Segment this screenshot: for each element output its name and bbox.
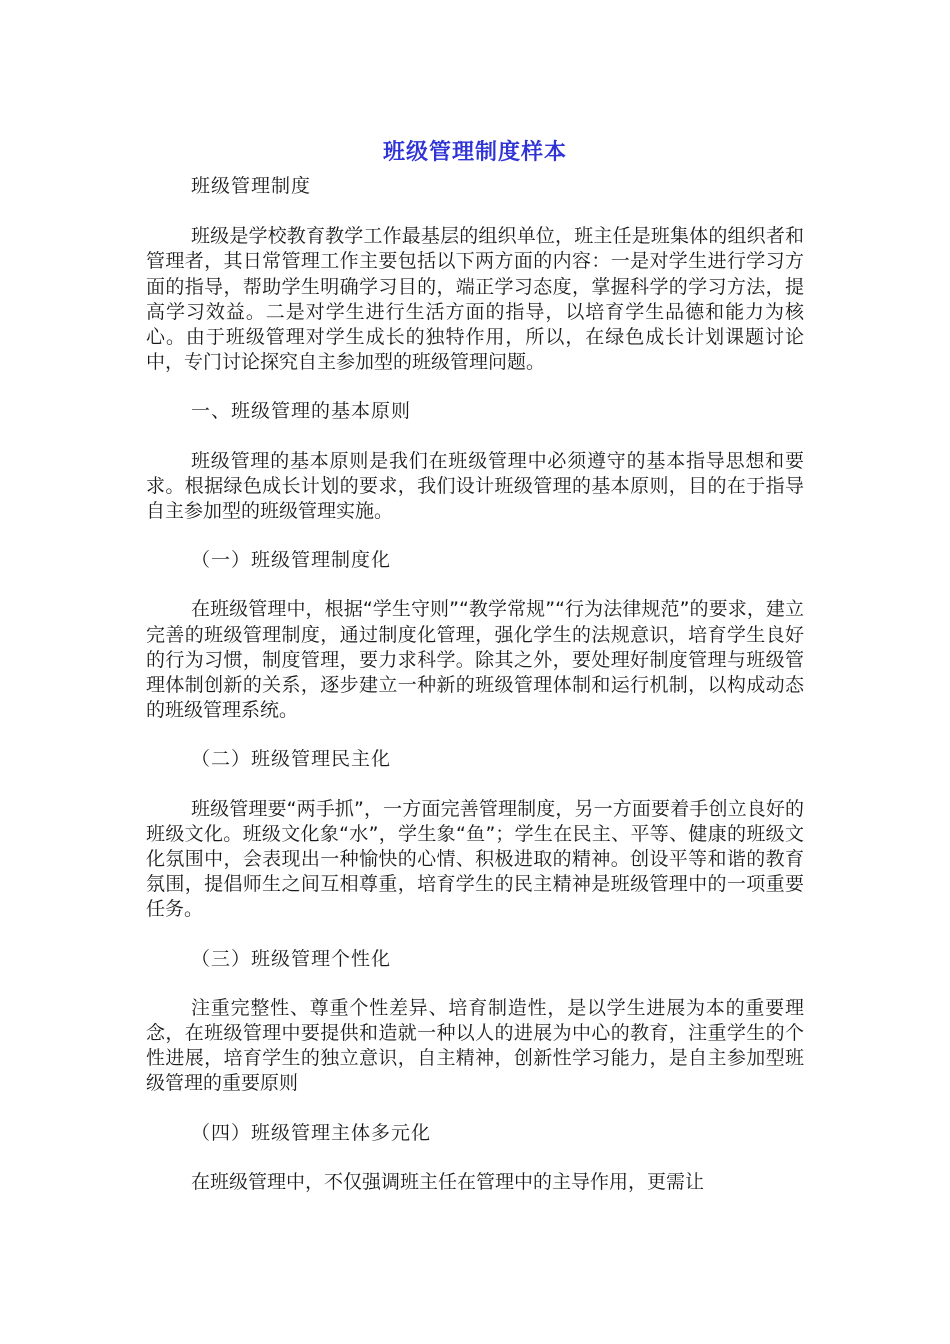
subsection-paragraph-institutionalization: 在班级管理中，根据“学生守则”“教学常规”“行为法律规范”的要求，建立完善的班级管理制度，通过制度化管理，强化学生的法规意识，培育学生良好的行为习惯，制度管理，要力求科学。除其之外，要处理好制度管理与班级管理体制创新的关系，逐步建立一种新的班级管理体制和运行机制，以构成动态的班级管理系统。 [146,598,804,722]
section-paragraph-basic-principles: 班级管理的基本原则是我们在班级管理中必须遵守的基本指导思想和要求。根据绿色成长计划的要求，我们设计班级管理的基本原则，目的在于指导自主参加型的班级管理实施。 [146,449,804,523]
subsection-heading-democratization: （二）班级管理民主化 [191,748,392,771]
subsection-heading-individualization: （三）班级管理个性化 [191,947,392,970]
subsection-heading-diversified-subjects: （四）班级管理主体多元化 [191,1121,432,1144]
subsection-paragraph-individualization: 注重完整性、尊重个性差异、培育制造性，是以学生进展为本的重要理念，在班级管理中要提供和造就一种以人的进展为中心的教育，注重学生的个性进展，培育学生的独立意识，自主精神，创新性学习能力，是自主参加型班级管理的重要原则 [146,996,804,1095]
document-title: 班级管理制度样本 [382,140,567,165]
subsection-paragraph-diversified-subjects: 在班级管理中，不仅强调班主任在管理中的主导作用，更需让 [191,1170,705,1193]
document-body [146,136,804,1195]
subsection-heading-institutionalization: （一）班级管理制度化 [191,549,392,572]
document-subtitle: 班级管理制度 [191,175,312,197]
intro-paragraph: 班级是学校教育教学工作最基层的组织单位，班主任是班集体的组织者和管理者，其日常管理工作主要包括以下两方面的内容：一是对学生进行学习方面的指导，帮助学生明确学习目的，端正学习态度，掌握科学的学习方法，提高学习效益。二是对学生进行生活方面的指导，以培育学生品德和能力为核心。由于班级管理对学生成长的独特作用，所以，在绿色成长计划课题讨论中，专门讨论探究自主参加型的班级管理问题。 [146,225,804,374]
section-heading-basic-principles: 一、班级管理的基本原则 [191,400,412,423]
subsection-paragraph-democratization: 班级管理要“两手抓”，一方面完善管理制度，另一方面要着手创立良好的班级文化。班级文化象“水”，学生象“鱼”；学生在民主、平等、健康的班级文化氛围中，会表现出一种愉快的心情、积极进取的精神。创设平等和谐的教育氛围，提倡师生之间互相尊重，培育学生的民主精神是班级管理中的一项重要任务。 [146,797,804,921]
